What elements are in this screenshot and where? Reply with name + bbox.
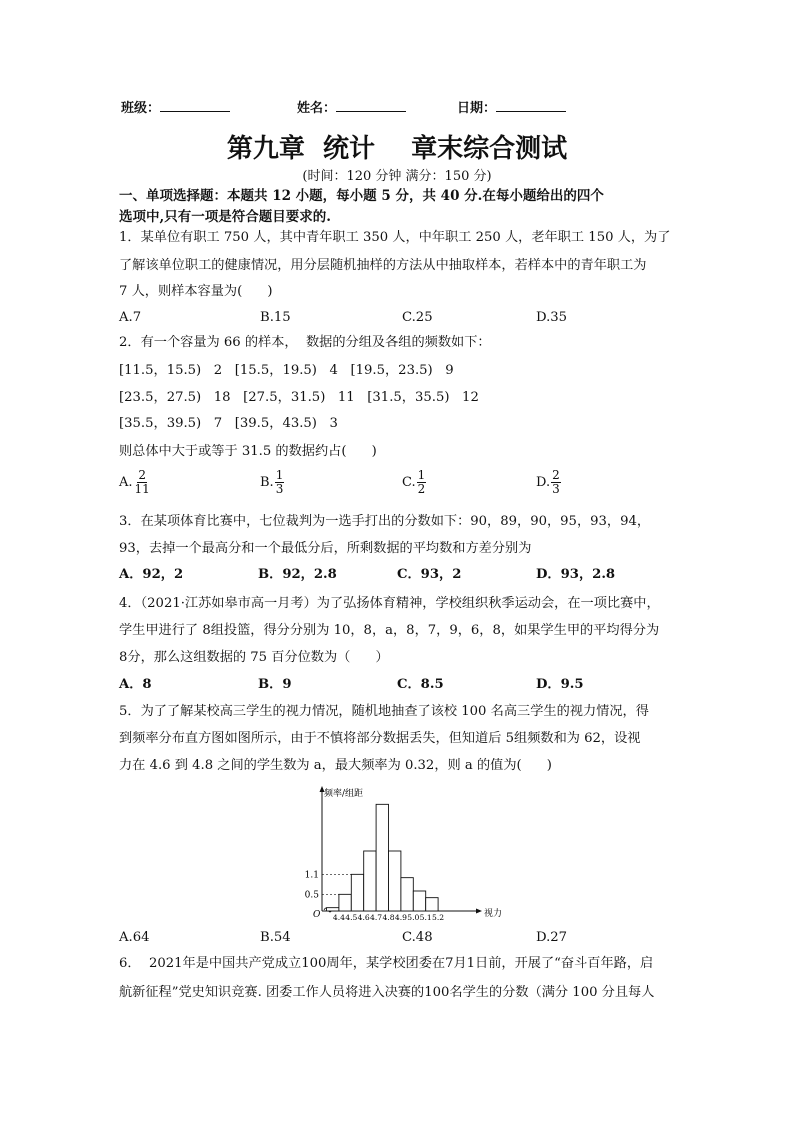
date-blank[interactable] <box>496 98 566 112</box>
page-subtitle: (时间：120 分钟 满分：150 分) <box>302 169 492 184</box>
denominator: 3 <box>275 482 284 496</box>
q3-option-c[interactable]: C．93，2 <box>397 567 462 582</box>
q4-option-b[interactable]: B．9 <box>258 677 292 692</box>
q5-option-b[interactable]: B.54 <box>260 930 291 945</box>
q5-option-d[interactable]: D.27 <box>536 930 568 945</box>
q2-option-d[interactable] <box>536 469 561 496</box>
q1-line: 7 人，则样本容量为( ) <box>119 284 273 299</box>
denominator: 2 <box>417 482 426 496</box>
denominator: 11 <box>134 482 150 496</box>
option-letter: B. <box>260 475 274 490</box>
option-letter: C. <box>402 475 416 490</box>
histogram-bar <box>413 891 425 911</box>
date-field <box>457 97 566 116</box>
q4-option-d[interactable]: D．9.5 <box>536 677 584 692</box>
q4-option-c[interactable]: C．8.5 <box>397 677 444 692</box>
numerator: 2 <box>138 468 146 482</box>
q2-option-c[interactable] <box>402 469 426 496</box>
fraction <box>275 469 285 496</box>
x-tick-label: 5.2 <box>432 913 445 922</box>
fraction <box>551 469 561 496</box>
x-axis-arrow <box>476 909 482 914</box>
q1-option-c[interactable]: C.25 <box>402 310 433 325</box>
numerator: 2 <box>552 468 560 482</box>
class-blank[interactable] <box>160 98 230 112</box>
q2-line: 2．有一个容量为 66 的样本， 数据的分组及各组的频数如下： <box>119 335 491 350</box>
q1-option-a[interactable]: A.7 <box>119 310 142 325</box>
q2-question: 则总体中大于或等于 31.5 的数据约占( ) <box>119 444 377 459</box>
class-label: 班级： <box>121 101 161 116</box>
numerator: 1 <box>275 468 284 482</box>
x-axis-label: 视力 <box>484 909 503 919</box>
q4-line: 8分，那么这组数据的 75 百分位数为（ ） <box>119 650 389 665</box>
q3-option-a[interactable]: A．92，2 <box>119 567 184 582</box>
q5-option-a[interactable]: A.64 <box>119 930 150 945</box>
histogram-bar <box>426 898 438 911</box>
x-tick-label: 5.0 <box>407 913 420 922</box>
fraction <box>417 469 427 496</box>
section-heading-cont: 选项中,只有一项是符合题目要求的. <box>119 209 331 225</box>
q1-line: 1．某单位有职工 750 人，其中青年职工 350 人，中年职工 250 人，老年职工 150 人，为了 <box>119 230 671 245</box>
q6-line: 航新征程”党史知识竞赛. 团委工作人员将进入决赛的100名学生的分数（满分 100 分且每人 <box>119 985 655 1000</box>
x-tick-label: 4.9 <box>394 913 407 922</box>
q1-option-d[interactable]: D.35 <box>536 310 568 325</box>
q3-line: 93，去掉一个最高分和一个最低分后，所剩数据的平均数和方差分别为 <box>119 541 532 556</box>
q5-line: 5．为了了解某校高三学生的视力情况，随机地抽查了该校 100 名高三学生的视力情况，得 <box>119 704 649 719</box>
y-tick-label: 1.1 <box>304 870 319 881</box>
q6-line: 6． 2021年是中国共产党成立100周年，某学校团委在7月1日前，开展了“奋斗百年路，启 <box>119 956 654 971</box>
frequency-histogram <box>296 784 506 924</box>
histogram-bar <box>376 804 388 911</box>
name-blank[interactable] <box>336 98 406 112</box>
q3-option-d[interactable]: D．93，2.8 <box>536 567 616 582</box>
fraction <box>134 469 151 496</box>
q2-groups: [23.5，27.5) 18 [27.5，31.5) 11 [31.5，35.5) 12 <box>119 390 479 405</box>
x-tick-label: 4.6 <box>357 913 370 922</box>
class-field <box>121 97 230 116</box>
histogram-bar <box>389 851 401 911</box>
q4-line: 学生甲进行了 8组投篮，得分分别为 10，8，a，8，7，9，6，8，如果学生甲的平均得分为 <box>119 623 660 638</box>
histogram-bar <box>339 894 351 911</box>
x-tick-label: 4.8 <box>382 913 395 922</box>
q3-option-b[interactable]: B．92，2.8 <box>258 567 337 582</box>
y-tick-label: 0.5 <box>304 890 319 901</box>
option-letter: D. <box>536 475 551 490</box>
name-field <box>297 97 406 116</box>
origin-label: O <box>313 910 321 920</box>
q5-option-c[interactable]: C.48 <box>402 930 433 945</box>
q4-option-a[interactable]: A．8 <box>119 677 152 692</box>
y-axis-label: 频率/组距 <box>324 789 364 799</box>
histogram-bar <box>351 874 363 911</box>
option-letter: A. <box>119 475 133 490</box>
q2-option-b[interactable] <box>260 469 284 496</box>
q4-line: 4．（2021·江苏如皋市高一月考）为了弘扬体育精神，学校组织秋季运动会，在一项比赛中， <box>119 596 660 611</box>
q1-line: 了解该单位职工的健康情况，用分层随机抽样的方法从中抽取样本，若样本中的青年职工为 <box>119 258 647 273</box>
q2-groups: [35.5，39.5) 7 [39.5，43.5) 3 <box>119 416 338 431</box>
date-label: 日期： <box>457 101 497 116</box>
q5-line: 到频率分布直方图如图所示，由于不慎将部分数据丢失，但知道后 5组频数和为 62，设视 <box>119 731 641 746</box>
x-tick-label: 4.7 <box>370 913 383 922</box>
x-tick-label: 4.5 <box>345 913 358 922</box>
histogram-bar <box>364 851 376 911</box>
numerator: 1 <box>417 468 426 482</box>
q1-option-b[interactable]: B.15 <box>260 310 291 325</box>
q2-option-a[interactable] <box>119 469 151 496</box>
histogram-bar <box>327 908 339 911</box>
q3-line: 3．在某项体育比赛中，七位裁判为一选手打出的分数如下：90，89，90，95，93，94， <box>119 514 651 529</box>
page-title: 第九章 统计 章末综合测试 <box>226 134 568 164</box>
q5-line: 力在 4.6 到 4.8 之间的学生数为 a，最大频率为 0.32，则 a 的值为( ) <box>119 758 552 773</box>
x-tick-label: 5.1 <box>419 913 432 922</box>
section-heading: 一、单项选择题：本题共 12 小题，每小题 5 分，共 40 分.在每小题给出的四个 <box>119 188 604 204</box>
histogram-bar <box>401 878 413 911</box>
denominator: 3 <box>552 482 560 496</box>
q2-groups: [11.5，15.5) 2 [15.5，19.5) 4 [19.5，23.5) 9 <box>119 363 454 378</box>
name-label: 姓名： <box>297 101 337 116</box>
x-tick-label: 4.4 <box>332 913 345 922</box>
